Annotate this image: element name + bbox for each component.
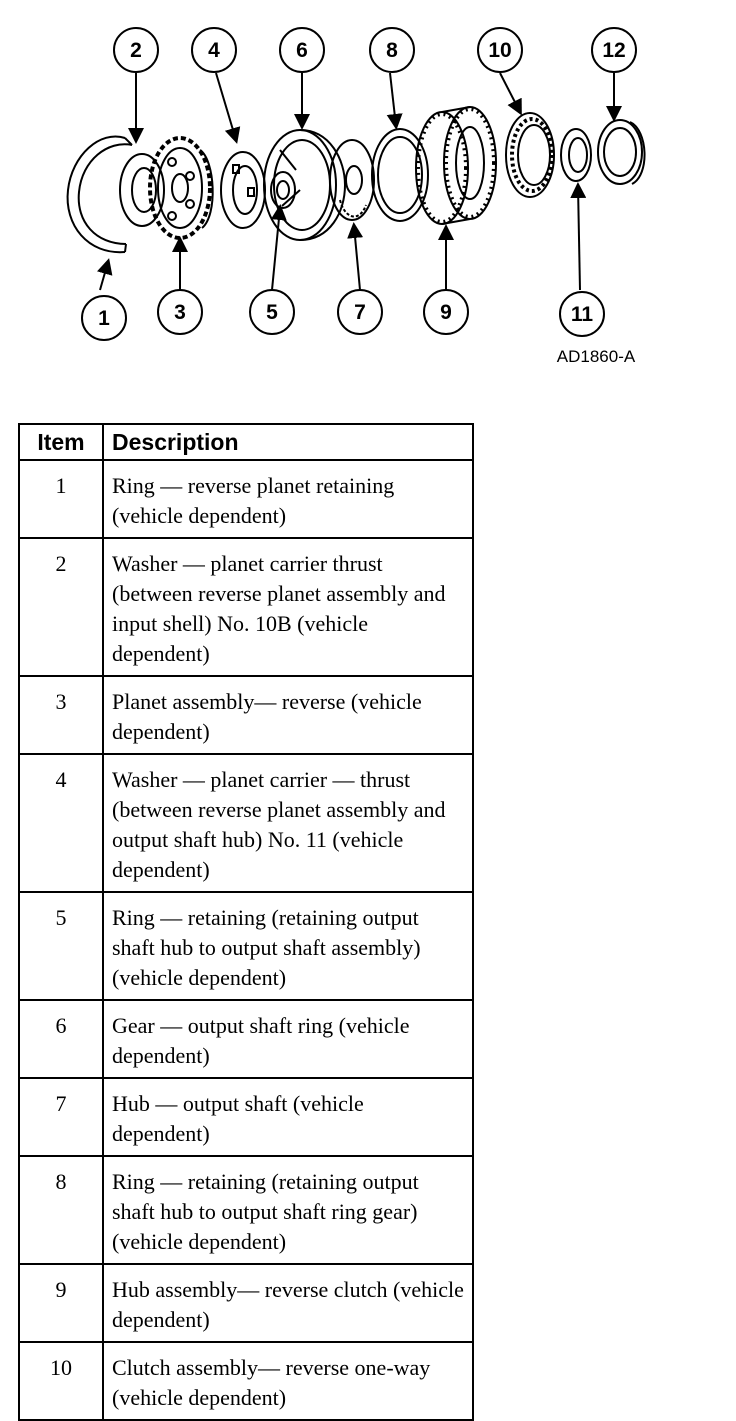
parts-table <box>18 423 474 1421</box>
item-number-cell: 3 <box>19 676 103 754</box>
callout-4 <box>192 28 236 72</box>
description-cell: Hub assembly— reverse clutch (vehicle dependent) <box>103 1264 473 1342</box>
callout-label: 8 <box>386 39 398 62</box>
table-row <box>19 892 473 1000</box>
table-row <box>19 1156 473 1264</box>
description-cell: Ring — retaining (retaining output shaft hub to output shaft ring gear) (vehicle dependent) <box>103 1156 473 1264</box>
description-cell: Ring — retaining (retaining output shaft hub to output shaft assembly) (vehicle dependent) <box>103 892 473 1000</box>
callout-label: 3 <box>174 301 186 324</box>
callout-label: 4 <box>208 39 220 62</box>
leader-line-1 <box>100 262 108 290</box>
description-cell: Planet assembly— reverse (vehicle dependent) <box>103 676 473 754</box>
part-12-snap-ring-icon <box>598 120 645 184</box>
leader-line-11 <box>578 186 580 290</box>
callout-label: 7 <box>354 301 366 324</box>
item-column-header: Item <box>19 424 103 460</box>
table-row <box>19 754 473 892</box>
table-row <box>19 1078 473 1156</box>
exploded-parts-diagram <box>0 0 736 380</box>
item-number-cell: 9 <box>19 1264 103 1342</box>
description-cell: Clutch assembly— reverse one-way (vehicle dependent) <box>103 1342 473 1420</box>
item-number-cell: 4 <box>19 754 103 892</box>
callout-1 <box>82 296 126 340</box>
description-cell: Washer — planet carrier — thrust (between reverse planet assembly and output shaft hub) No. 11 (vehicle dependent) <box>103 754 473 892</box>
part-10-one-way-clutch-icon <box>506 113 554 197</box>
callout-7 <box>338 290 382 334</box>
item-number-cell: 10 <box>19 1342 103 1420</box>
callout-label: 11 <box>570 303 594 326</box>
callout-label: 9 <box>440 301 452 324</box>
table-row <box>19 460 473 538</box>
description-cell: Hub — output shaft (vehicle dependent) <box>103 1078 473 1156</box>
callout-6 <box>280 28 324 72</box>
callout-label: 6 <box>296 39 308 62</box>
table-row <box>19 676 473 754</box>
callout-label: 12 <box>602 39 626 62</box>
callout-label: 1 <box>98 307 110 330</box>
description-cell: Ring — reverse planet retaining (vehicle dependent) <box>103 460 473 538</box>
figure-code: AD1860-A <box>556 347 636 366</box>
item-number-cell: 5 <box>19 892 103 1000</box>
callout-2 <box>114 28 158 72</box>
leader-line-8 <box>390 73 396 126</box>
item-number-cell: 8 <box>19 1156 103 1264</box>
part-1-ring-icon <box>68 137 132 253</box>
item-number-cell: 6 <box>19 1000 103 1078</box>
callout-9 <box>424 290 468 334</box>
callout-3 <box>158 290 202 334</box>
table-row <box>19 1000 473 1078</box>
table-row <box>19 1264 473 1342</box>
callout-label: 10 <box>488 39 512 62</box>
callout-12 <box>592 28 636 72</box>
item-number-cell: 7 <box>19 1078 103 1156</box>
part-11-ring-icon <box>561 129 591 181</box>
part-4-washer-icon <box>221 152 265 228</box>
item-number-cell: 1 <box>19 460 103 538</box>
callout-11 <box>560 292 604 336</box>
table-row <box>19 538 473 676</box>
callout-8 <box>370 28 414 72</box>
callout-10 <box>478 28 522 72</box>
leader-line-7 <box>354 226 360 290</box>
description-cell: Washer — planet carrier thrust (between reverse planet assembly and input shell) No. 10B (vehicle dependent) <box>103 538 473 676</box>
description-cell: Gear — output shaft ring (vehicle dependent) <box>103 1000 473 1078</box>
table-header-row <box>19 424 473 460</box>
callout-label: 2 <box>130 39 142 62</box>
table-row <box>19 1342 473 1420</box>
item-number-cell: 2 <box>19 538 103 676</box>
part-6-ring-gear-icon <box>264 130 345 240</box>
description-column-header: Description <box>103 424 473 460</box>
leader-line-4 <box>216 73 236 140</box>
leader-line-10 <box>500 73 520 112</box>
callout-label: 5 <box>266 301 278 324</box>
part-3-planet-assembly-icon <box>150 138 213 238</box>
callout-5 <box>250 290 294 334</box>
